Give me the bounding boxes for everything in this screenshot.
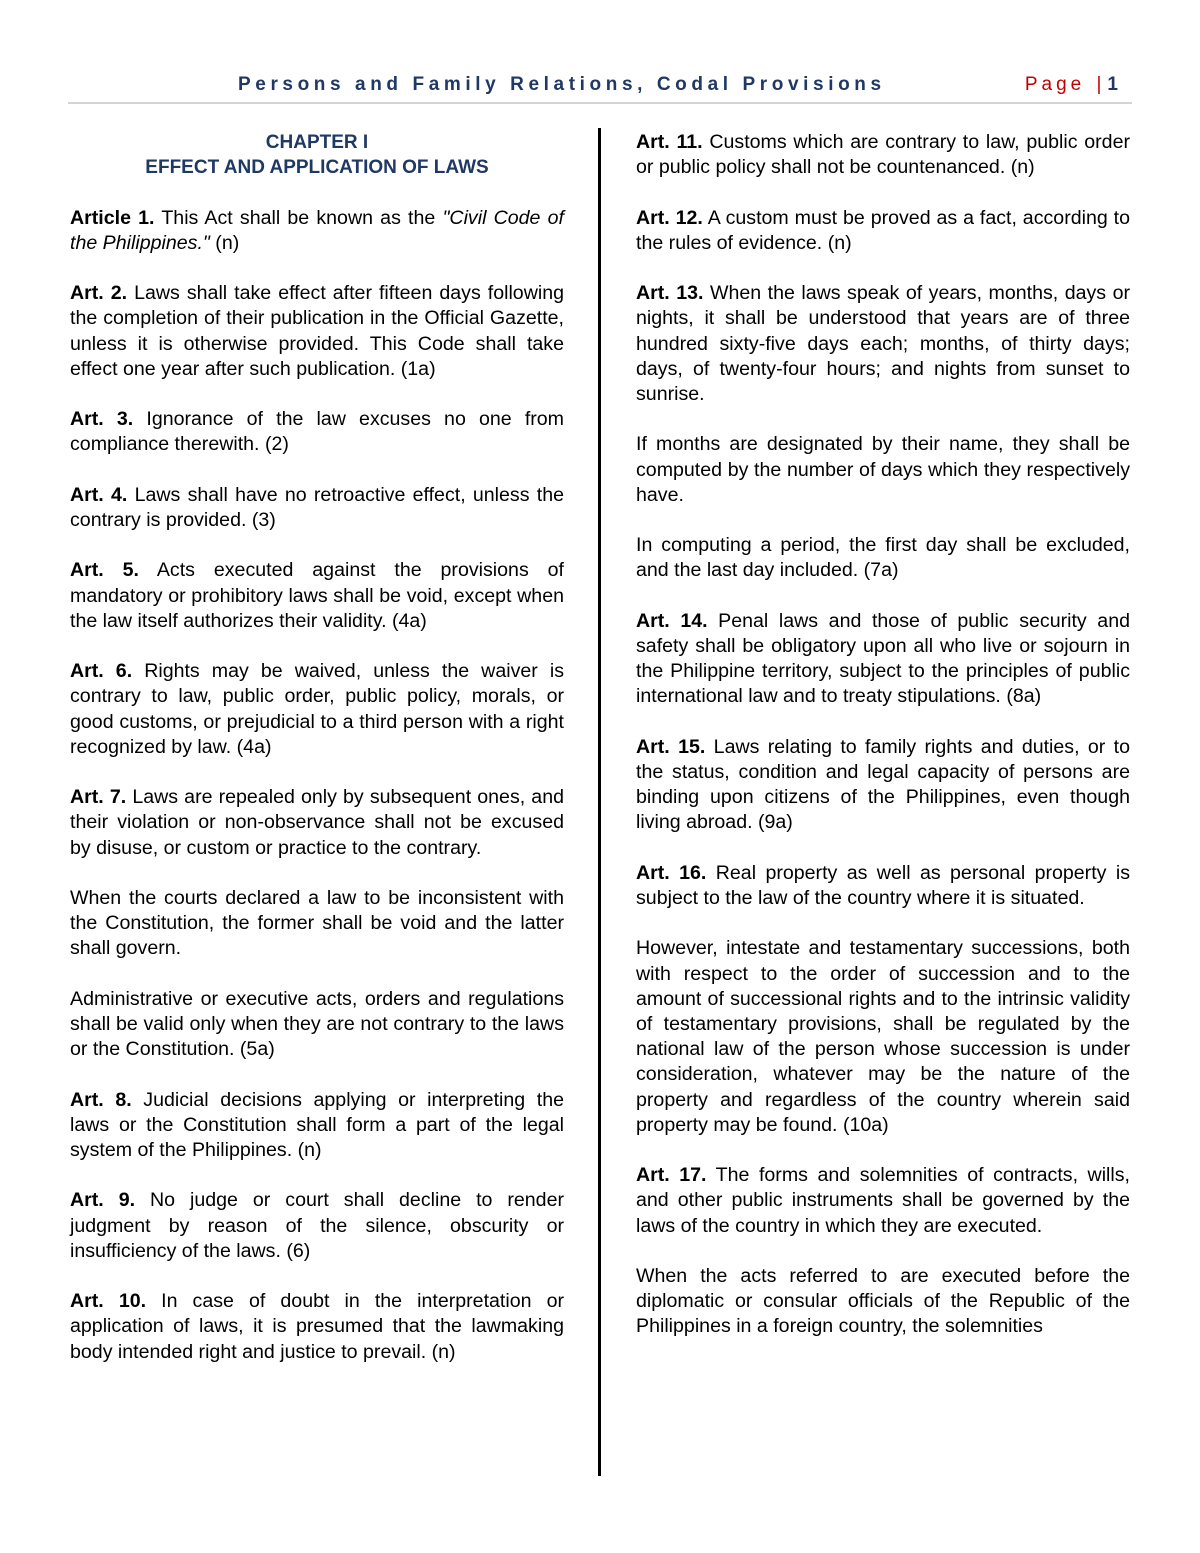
article-15 (636, 735, 1130, 836)
article-8 (70, 1088, 564, 1164)
article-label: Art. 16. (636, 861, 707, 884)
article-label: Art. 9. (70, 1189, 136, 1212)
chapter-title: EFFECT AND APPLICATION OF LAWS (145, 157, 489, 179)
article-9 (70, 1188, 564, 1264)
chapter-heading (70, 130, 564, 180)
article-2 (70, 281, 564, 382)
article-7 (70, 785, 564, 861)
article-13-paragraph-3: In computing a period, the first day shall be excluded, and the last day included. (7a) (636, 534, 1130, 582)
article-10 (70, 1289, 564, 1365)
column-divider (598, 128, 601, 1476)
article-label: Art. 7. (70, 786, 127, 809)
article-5 (70, 558, 564, 634)
article-text: Judicial decisions applying or interpreting the laws or the Constitution shall form a part of the legal system of the Philippines. (n) (70, 1088, 564, 1161)
article-label: Art. 6. (70, 660, 133, 683)
article-7-paragraph-3: Administrative or executive acts, orders and regulations shall be valid only when they are not contrary to the laws or the Constitution. (5a) (70, 987, 564, 1061)
article-label: Art. 15. (636, 735, 706, 758)
article-text: This Act shall be known as the (154, 206, 443, 229)
article-11 (636, 130, 1130, 180)
article-4 (70, 483, 564, 533)
article-text: Rights may be waived, unless the waiver is contrary to law, public order, public policy, morals, or good customs, or prejudicial to a third person with a right recognized by law. (4a) (70, 660, 564, 758)
article-text: Laws are repealed only by subsequent ones, and their violation or non-observance shall not be excused by disuse, or custom or practice to the contrary. (70, 786, 565, 859)
article-label: Art. 2. (70, 282, 128, 305)
article-text: Real property as well as personal property is subject to the law of the country where it is situated. (636, 861, 1130, 909)
right-column (636, 130, 1130, 1365)
chapter-number: CHAPTER I (265, 132, 369, 153)
document-title: Persons and Family Relations, Codal Provisions (238, 74, 886, 95)
page-number: 1 (1107, 74, 1122, 95)
left-column (70, 130, 564, 1390)
article-label: Art. 5. (70, 559, 139, 582)
article-7-paragraph-2: When the courts declared a law to be inconsistent with the Constitution, the former shall be void and the latter shall govern. (70, 886, 564, 960)
article-label: Art. 10. (70, 1290, 147, 1313)
article-text: No judge or court shall decline to render judgment by reason of the silence, obscurity or insufficiency of the laws. (6) (70, 1189, 565, 1262)
article-text: A custom must be proved as a fact, according to the rules of evidence. (n) (636, 206, 1130, 254)
article-16 (636, 861, 1130, 911)
article-text: Customs which are contrary to law, public order or public policy shall not be countenanced. (n) (636, 131, 1130, 179)
article-13 (636, 281, 1130, 407)
article-source: (n) (209, 231, 240, 254)
article-label: Art. 3. (70, 408, 134, 431)
article-code-name: "Civil Code of the Philippines." (70, 206, 564, 254)
article-label: Art. 17. (636, 1164, 707, 1187)
article-text: Laws shall take effect after fifteen days following the completion of their publication in the Official Gazette, unless it is otherwise provided. This Code shall take effect one year after such publication. (1a) (70, 282, 564, 380)
article-text: Laws relating to family rights and duties, or to the status, condition and legal capacity of persons are binding upon citizens of the Philippines, even though living abroad. (9a) (636, 735, 1130, 834)
article-label: Art. 12. (636, 206, 703, 229)
article-text: When the laws speak of years, months, days or nights, it shall be understood that years are of three hundred sixty-five days each; months, of thirty days; days, of twenty-four hours; and nights from sunset to sunrise. (636, 282, 1130, 405)
article-12 (636, 206, 1130, 256)
article-13-paragraph-2: If months are designated by their name, they shall be computed by the number of days which they respectively have. (636, 433, 1130, 506)
article-3 (70, 407, 564, 457)
page-label: Page (1024, 74, 1086, 95)
article-14 (636, 609, 1130, 710)
article-17-paragraph-2: When the acts referred to are executed before the diplomatic or consular officials of the Republic of the Philippines in a foreign country, the solemnities (636, 1264, 1130, 1338)
article-17 (636, 1163, 1130, 1239)
article-text: Penal laws and those of public security and safety shall be obligatory upon all who live or sojourn in the Philippine territory, subject to the principles of public international law and to treaty stipulations. (8a) (636, 609, 1130, 708)
page-header (68, 66, 1132, 104)
article-label: Art. 11. (636, 131, 703, 153)
article-text: Acts executed against the provisions of mandatory or prohibitory laws shall be void, except when the law itself authorizes their validity. (4a) (70, 559, 564, 632)
article-1 (70, 206, 564, 256)
article-label: Art. 8. (70, 1088, 132, 1111)
article-label: Article 1. (70, 206, 155, 229)
article-label: Art. 14. (636, 609, 708, 632)
article-text: In case of doubt in the interpretation or application of laws, it is presumed that the lawmaking body intended right and justice to prevail. (n) (70, 1290, 564, 1363)
article-label: Art. 13. (636, 282, 704, 305)
article-6 (70, 659, 564, 760)
page-indicator (1025, 74, 1122, 96)
article-16-paragraph-2: However, intestate and testamentary successions, both with respect to the order of succession and to the amount of successional rights and to the intrinsic validity of testamentary provisions, shall be regulated by the national law of the person whose succession is under consideration, whatever may be the nature of the property and regardless of the country wherein said property may be found. (10a) (636, 937, 1130, 1136)
article-text: Laws shall have no retroactive effect, unless the contrary is provided. (3) (70, 483, 565, 531)
page-separator: | (1096, 74, 1106, 95)
article-text: The forms and solemnities of contracts, wills, and other public instruments shall be governed by the laws of the country in which they are executed. (636, 1164, 1130, 1237)
article-text: Ignorance of the law excuses no one from compliance therewith. (2) (70, 408, 565, 456)
article-label: Art. 4. (70, 483, 128, 506)
